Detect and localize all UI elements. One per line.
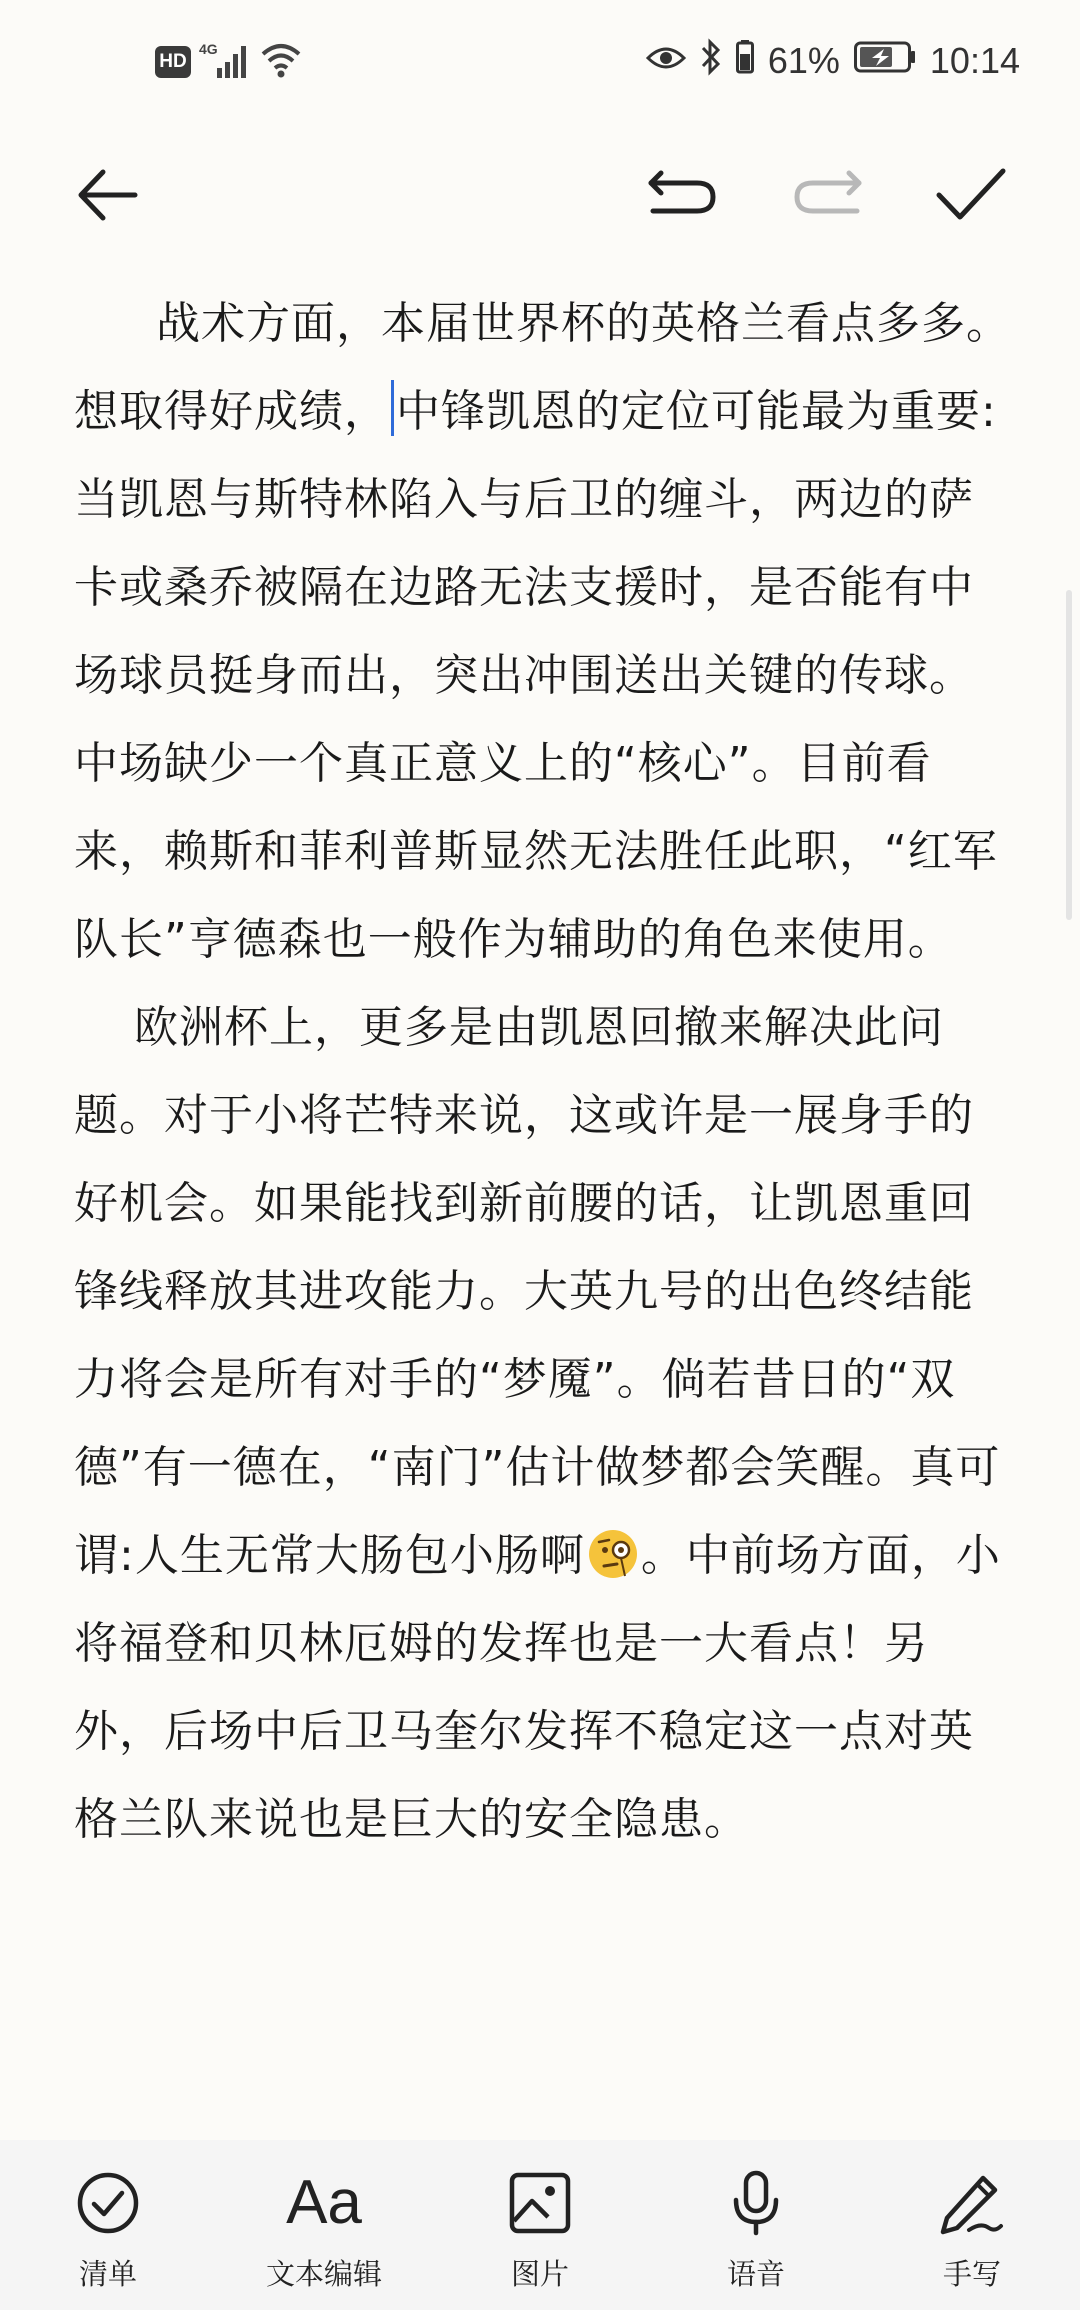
redo-icon <box>791 165 863 225</box>
text-format-button[interactable] <box>224 2140 424 2293</box>
note-body[interactable] <box>74 280 1014 1864</box>
text-format-icon <box>286 2168 362 2238</box>
clock: 10:14 <box>929 40 1020 81</box>
hd-badge: HD <box>155 46 191 78</box>
battery-percent: 61% <box>767 40 840 81</box>
undo-button[interactable] <box>643 155 723 235</box>
scrollbar[interactable] <box>1066 590 1072 920</box>
back-button[interactable] <box>68 155 148 235</box>
paragraph-2-text: 当凯恩与斯特林陷入与后卫的缠斗，两边的萨卡或桑乔被隔在边路无法支援时，是否能有中场球员挺身而出，突出冲围送出关键的传球。中场缺少一个真正意义上的“核心”。目前看来，赖斯和菲利普斯显然无法胜任此职，“红军队长”亨德森也一般作为辅助的角色来使用。 <box>74 474 998 965</box>
pen-icon <box>939 2168 1005 2238</box>
network-type: 4G <box>199 41 218 57</box>
signal-icon <box>199 40 251 84</box>
paragraph-1-text-a: 战术方面，本届世界杯的英格兰看点多多。想取得好成绩， <box>74 298 1011 437</box>
voice-button[interactable] <box>656 2140 856 2293</box>
image-icon <box>508 2168 572 2238</box>
handwriting-label: 手写 <box>942 2257 1001 2291</box>
image-label: 图片 <box>510 2257 569 2291</box>
text-format-label: 文本编辑 <box>265 2257 382 2291</box>
editor-toolbar <box>0 125 1080 250</box>
paragraph-1[interactable] <box>74 280 1014 456</box>
checklist-button[interactable] <box>8 2140 208 2293</box>
status-right <box>646 36 1020 86</box>
battery-icon <box>854 40 916 82</box>
done-button[interactable] <box>931 155 1011 235</box>
checklist-icon <box>76 2168 140 2238</box>
paragraph-1-text-b: 中锋凯恩的定位可能最为重要: <box>396 386 997 437</box>
handwriting-button[interactable] <box>872 2140 1072 2293</box>
paragraph-3-text-a: 欧洲杯上，更多是由凯恩回撤来解决此问题。对于小将芒特来说，这或许是一展身手的好机会。如果能找到新前腰的话，让凯恩重回锋线释放其进攻能力。大英九号的出色终结能力将会是所有对手的“梦魇”。倘若昔日的“双德”有一德在，“南门”估计做梦都会笑醒。真可谓:人生无常大肠包小肠啊 <box>74 1002 1001 1581</box>
microphone-icon <box>731 2168 781 2238</box>
bluetooth-icon <box>700 38 722 85</box>
text-cursor <box>391 380 394 436</box>
status-left <box>155 40 303 84</box>
bottom-toolbar <box>0 2140 1080 2310</box>
image-button[interactable] <box>440 2140 640 2293</box>
paragraph-3[interactable] <box>74 984 1014 1864</box>
redo-button[interactable] <box>787 155 867 235</box>
wifi-icon <box>259 40 303 84</box>
monocle-face-emoji <box>587 1528 639 1580</box>
status-bar <box>0 0 1080 125</box>
text-format-glyph: Aa <box>286 2168 362 2237</box>
paragraph-3-text-b: 。中前场方面，小将福登和贝林厄姆的发挥也是一大看点！另外，后场中后卫马奎尔发挥不稳定这一点对英格兰队来说也是巨大的安全隐患。 <box>74 1530 1001 1845</box>
checklist-label: 清单 <box>78 2257 137 2291</box>
paragraph-2[interactable] <box>74 456 1014 984</box>
battery-small-icon <box>736 40 754 83</box>
undo-icon <box>647 165 719 225</box>
back-arrow-icon <box>73 160 143 230</box>
voice-label: 语音 <box>726 2257 785 2291</box>
check-icon <box>934 165 1008 225</box>
eye-icon <box>646 40 686 82</box>
